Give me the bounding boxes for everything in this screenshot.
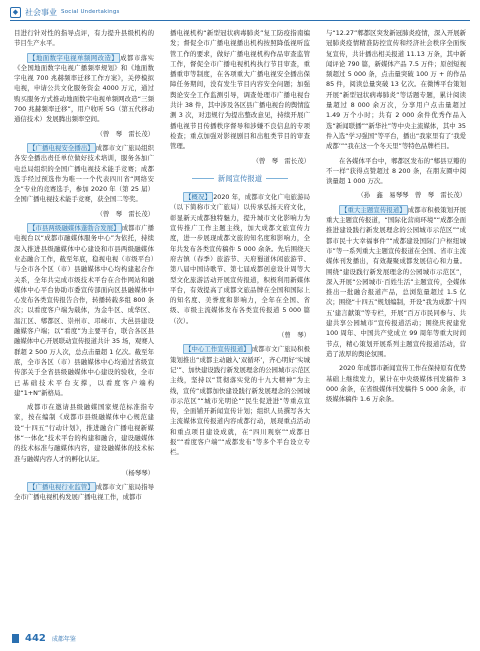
byline: （孙 鑫 易琴琴 曾 琴 雷长茂）: [357, 191, 466, 200]
paragraph: 2020 年成都市新闻宣传工作在保持原有优势基础上继续发力，累计在中央级媒体刊发稿件 3 000 余条，在省级媒体刊发稿件 5 000 余条，市级媒体稿件 1.6 万余条。: [326, 364, 466, 404]
paragraph: 目进行针对性的指导点评，有力提升县级机构的节目生产水平。: [14, 29, 154, 48]
column-1: [14, 28, 154, 507]
article-terrestrial-digital: [14, 53, 154, 125]
divider: [192, 178, 214, 179]
paragraph: 成都市在邀请县级融媒国家规范标准指专家，按在编制《成都市县级融媒体中心规范建设“十四五”行动计划》，推进融合广播电视新媒体“一体化”技术平台的构建和融合，建设融媒体的技术标准与融媒体内容，建设融媒体的技术标准与融媒内容人才的孵化认证。: [14, 403, 154, 463]
article-body: 成都市文广旅局指导全市广播电视机构发展广播电视工作，成都市: [14, 483, 154, 502]
article-overview: [170, 192, 310, 326]
article-tag: 【广播电视行业监管】: [29, 483, 94, 492]
section-heading: [170, 174, 310, 184]
article-tag: 【重大主题宣传报道】: [341, 205, 406, 214]
article-central-work: [170, 344, 310, 457]
byline: （曾 琴 雷长茂）: [252, 156, 310, 165]
article-supervision: [14, 482, 154, 503]
divider: [266, 178, 288, 179]
article-media-convergence: [14, 223, 154, 398]
header-rule: [10, 20, 470, 21]
article-tag: 【广播电视安全播出】: [29, 143, 94, 152]
article-safe-broadcast: [14, 143, 154, 205]
page-number: 442: [25, 633, 46, 644]
article-body: 成都市广播电视台以“成都市融媒体服务中心”为依托，持续深入推进县级融媒体中心建设和市县两级融媒体业态融合工作，截至年底，稳视电视（市级平台）与全市各个区（市）县融媒体中心均构建起合作关系，全年共完成市级技术平台在合作网站和融媒体中心平台协助市委宣传部面向区县融媒体中心发布各类宣传报告合作，转播转载多组 800 条次；以看度客户端为载体，为金牛区、成华区、温江区、郫都区、崇州市、邛崃市、大邑县建设融媒客户端；以“看度”为主要平台，联合各区县融媒体中心开展联动宣传报道共计 35 场，观赛人群超 2 500 万人次，总点击量超 1 亿次。截至年底，全市各区（市）县融媒体中心均通过省级宣传部关于全省县级融媒体中心建设的验收，全市已基础技术平台支撑，以看度客户端构建“1+N”新格局。: [14, 224, 154, 397]
paragraph: 在各媒体平台中，郫都区发布的“郫县豆瓣的不一样”获得点赞超过 8 200 条，在朋友圈中阅读量超 1 000 万次。: [326, 156, 466, 186]
paragraph: 与“12.27”郫都区突发新冠肺炎疫情，深入开展新冠肺炎疫情精准防控宣传和经济社会秩序全面恢复宣传，共计播出相关报道 11.13 万条，其中新闻评论 790 篇，新媒体产品 7.5 万件；原创短视频超过 5 000 条，点击量突破 100 万 + 的作品 85 件，阅读总量突破 13 亿次。在微博平台策划开展“新型冠状病毒肺炎”等话题专题，累计阅读量超过 8 000 余万次，分享用户点击量超过 1.49 万个小时；共有 2 000 余件优秀作品入选“新闻联播”“新华社”等中央主流媒体，其中 35 件入选“学习强国”等平台，播出“我家里有了‘我爱成都’”“我在这一个冬天里”等特色品牌栏目。: [326, 29, 466, 151]
column-2: [170, 28, 310, 462]
article-tag: 【概况】: [185, 193, 212, 202]
article-body: 成都市文广旅局积极策划推出“成都主动融入‘双循环’，齐心明好‘实城记’”、加快建设践行新发展理念的公园城市示范区主线，坚持以“贯彻落实党的十九大精神”为主线，宣传“成都加快建设践行新发展理念的公园城市示范区”“城市光明论”“民生促进进”等重点宣传，全面铺开新闻宣传计划；组织人员撰写各大主流媒体宣传报道内容成都行动，展现重点活动和重点项目建设成就，在“四川观察”“成都日报”“看度客户端”“成都发布”等多个平台设立专栏。: [170, 345, 310, 457]
section-title: 社会事业: [25, 7, 57, 17]
article-tag: 【中心工作宣传报道】: [185, 345, 250, 354]
article-major-theme: [326, 205, 466, 359]
column-3: [326, 28, 466, 408]
byline: （曾 琴 雷长茂）: [96, 209, 154, 218]
article-body: 2020 年，成都市文化广电旅游局（以下简称市文广旅局）以传承弘扬天府文化，彰显新天成都独特魅力，提升城市文化影响力为宣传推广工作主题主线，加大成都文旅宣传力度，进一步展现成都文旅的知名度和影响力，全年共发布各类宣传稿件 5 000 余条。先后围绕天府古镇（春季）旅游节、天府蜀道休闲旅游节、第八届中国诗歌节、第七届成都创意设计周等大型文化旅游活动开展宣传报道，积极利用新媒体平台，有效提高了成都文旅品牌在全国和国际上的知名度、美誉度和影响力，全年在全国、省级、市级主流媒体发布各类宣传报道 5 000 篇（次）。: [170, 193, 310, 325]
page-header: [10, 6, 120, 18]
article-body: 成都市落实《全国地面数字电视广播频率规划》和《地面数字电视 700 兆赫频率迁移工作方案》，关停模拟电视，申请公共文化服务资金 4000 万元，通过购买服务方式推动地面数字电视单频网改造“三频 700 兆赫频率迁移”，用户收听 5G（第五代移动通信技术）发展腾出频率空间。: [14, 53, 154, 124]
section-logo-icon: ◆: [10, 7, 21, 18]
article-tag: 【地面数字电视单频网改造】: [29, 53, 119, 62]
article-body: 成都市积极策划开展重大主题宣传报道，“国际化营商环境”“成都全面推进建设践行新发展理念的公园城市示范区”“成都市民十大幸福事件”“成都建设国际门户枢纽城市”等一系列重大主题宣传报道在全国、省市主流媒体刊发播出，有效凝聚成都发展信心和力量。围绕“建设践行新发展理念的公园城市示范区”，深入开展“公园城市·百姓生活”主题宣传，全媒体推出一批融合报道产品，总浏览量超过 1.5 亿次；围绕“十四五”规划编制，开设“我为成都‘十四五’建言献策”等专栏，开展“百万市民同参与、共建共享公园城市”宣传报道活动；围绕庆祝建党 100 周年、中国共产党成立 99 周年等重大时间节点，精心策划开展系列主题宣传报道活动，营造了浓厚的舆论氛围。: [326, 205, 466, 358]
section-subtitle: Social Undertakings: [61, 9, 120, 15]
byline: （曾 琴 雷长茂）: [96, 129, 154, 138]
byline: （曾 琴）: [278, 331, 310, 340]
paragraph: 播电视机构“新型冠状病毒肺炎”复工防疫指南编发；督促全市广播电视播出机构按照降低视听监管工作的要求，做好广播电视机构作品审查监管工作，督促全市广播电视机构执行节目审查，重播重审等制度，在各项重大广播电视安全播出保障任务期间，没有发生节目内容安全问题；加强舆论安全工作监测引导，调查处理市广播电视台共计 38 件，其中涉及各区县广播电视台的舆情监测 3 次，对违规行为提出整改意见，持续开展广播电视节目传播秩序督导和涉嫌不良信息的专项检查；重点加强对影视剧目和出租类节目的审查管理。: [170, 29, 310, 151]
article-body: 成都市文广旅局组织各安全播出责任单位做好技术培训，服务各加广电总局组织的全国广播电视技术能手竞赛；成都选手经过预选作为唯一一个代表四川省“网络安全”专业的竞赛选手，参加 2020 年（第 25 届）全国广播电视技术能手竞赛，获全国二等奖。: [14, 143, 154, 204]
article-tag: 【市县两级融媒体蓬勃合发展】: [29, 224, 120, 233]
magazine-name: 成都年鉴: [51, 636, 76, 643]
byline: （杨琴琴）: [122, 468, 154, 477]
section-heading-text: 新闻宣传报道: [217, 173, 263, 183]
footer-mark-icon: [12, 634, 19, 643]
page-footer: [12, 633, 76, 644]
